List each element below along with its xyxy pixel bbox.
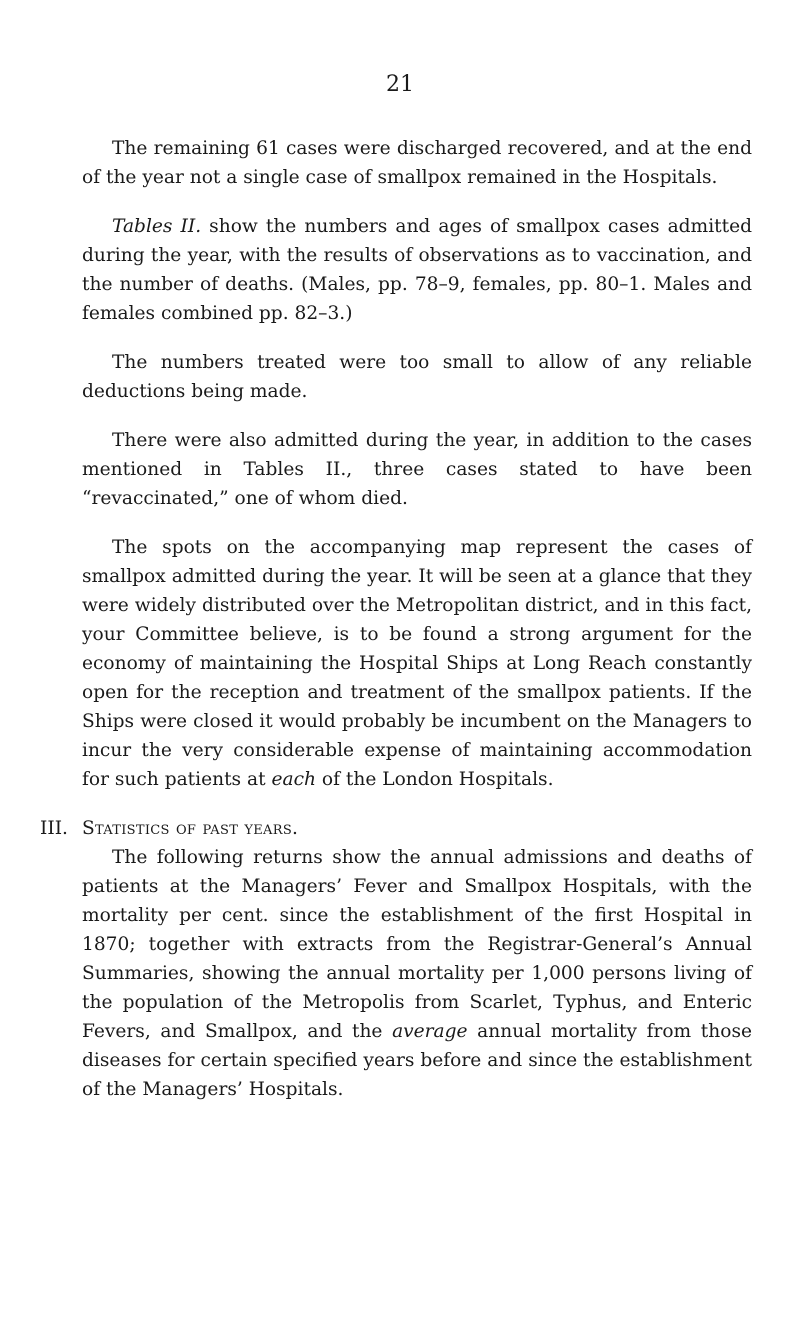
- paragraph-map-text-a: The spots on the accompanying map represent the cases of smallpox admitted during the year. It will be seen at a glance that they were widely distributed over the Metropolitan district, and in this fact, your Committee believe, is to be found a strong argument for the economy of maintaining the Hospital Ships at Long Reach constantly open for the reception and treatment of the smallpox patients. If the Ships were closed it would probably be incumbent on the Managers to incur the very considerable expense of maintaining accommodation for such patients at: [82, 537, 752, 790]
- section-text-b: annual mortality from those diseases for certain specified years before and since the establishment of the Managers’ Hospitals.: [82, 1021, 752, 1100]
- average-emphasis: average: [392, 1021, 468, 1042]
- section-paragraph: [82, 843, 752, 1104]
- section-title: Statistics of past years.: [82, 818, 299, 839]
- paragraph-map-text-b: of the London Hospitals.: [315, 769, 554, 790]
- paragraph-map-spots: [82, 533, 752, 794]
- paragraph-revaccinated: There were also admitted during the year, in addition to the cases mentioned in Tables II., three cases stated to have been “revaccinated,” one of whom died.: [82, 430, 752, 509]
- paragraph-numbers-small: The numbers treated were too small to allow of any reliable deductions being made.: [82, 352, 752, 402]
- tables-reference: Tables II.: [112, 216, 202, 237]
- each-emphasis: each: [271, 769, 316, 790]
- section-statistics: [40, 814, 752, 1104]
- paragraph-tables-text: show the numbers and ages of smallpox cases admitted during the year, with the results of observations as to vaccination, and the number of deaths. (Males, pp. 78–9, females, pp. 80–1. Males and females combined pp. 82–3.): [82, 216, 752, 324]
- body-text: [40, 134, 752, 1104]
- paragraph-remaining-cases: The remaining 61 cases were discharged recovered, and at the end of the year not a single case of smallpox remained in the Hospitals.: [82, 138, 752, 188]
- page-number: 21: [386, 72, 414, 97]
- section-number: III.: [40, 818, 68, 839]
- paragraph-tables: [82, 212, 752, 328]
- section-heading: [40, 814, 752, 843]
- section-text-a: The following returns show the annual admissions and deaths of patients at the Managers’ Fever and Smallpox Hospitals, with the mortality per cent. since the establishment of the first Hospital in 1870; together with extracts from the Registrar-General’s Annual Summaries, showing the annual mortality per 1,000 persons living of the population of the Metropolis from Scarlet, Typhus, and Enteric Fevers, and Smallpox, and the: [82, 847, 752, 1042]
